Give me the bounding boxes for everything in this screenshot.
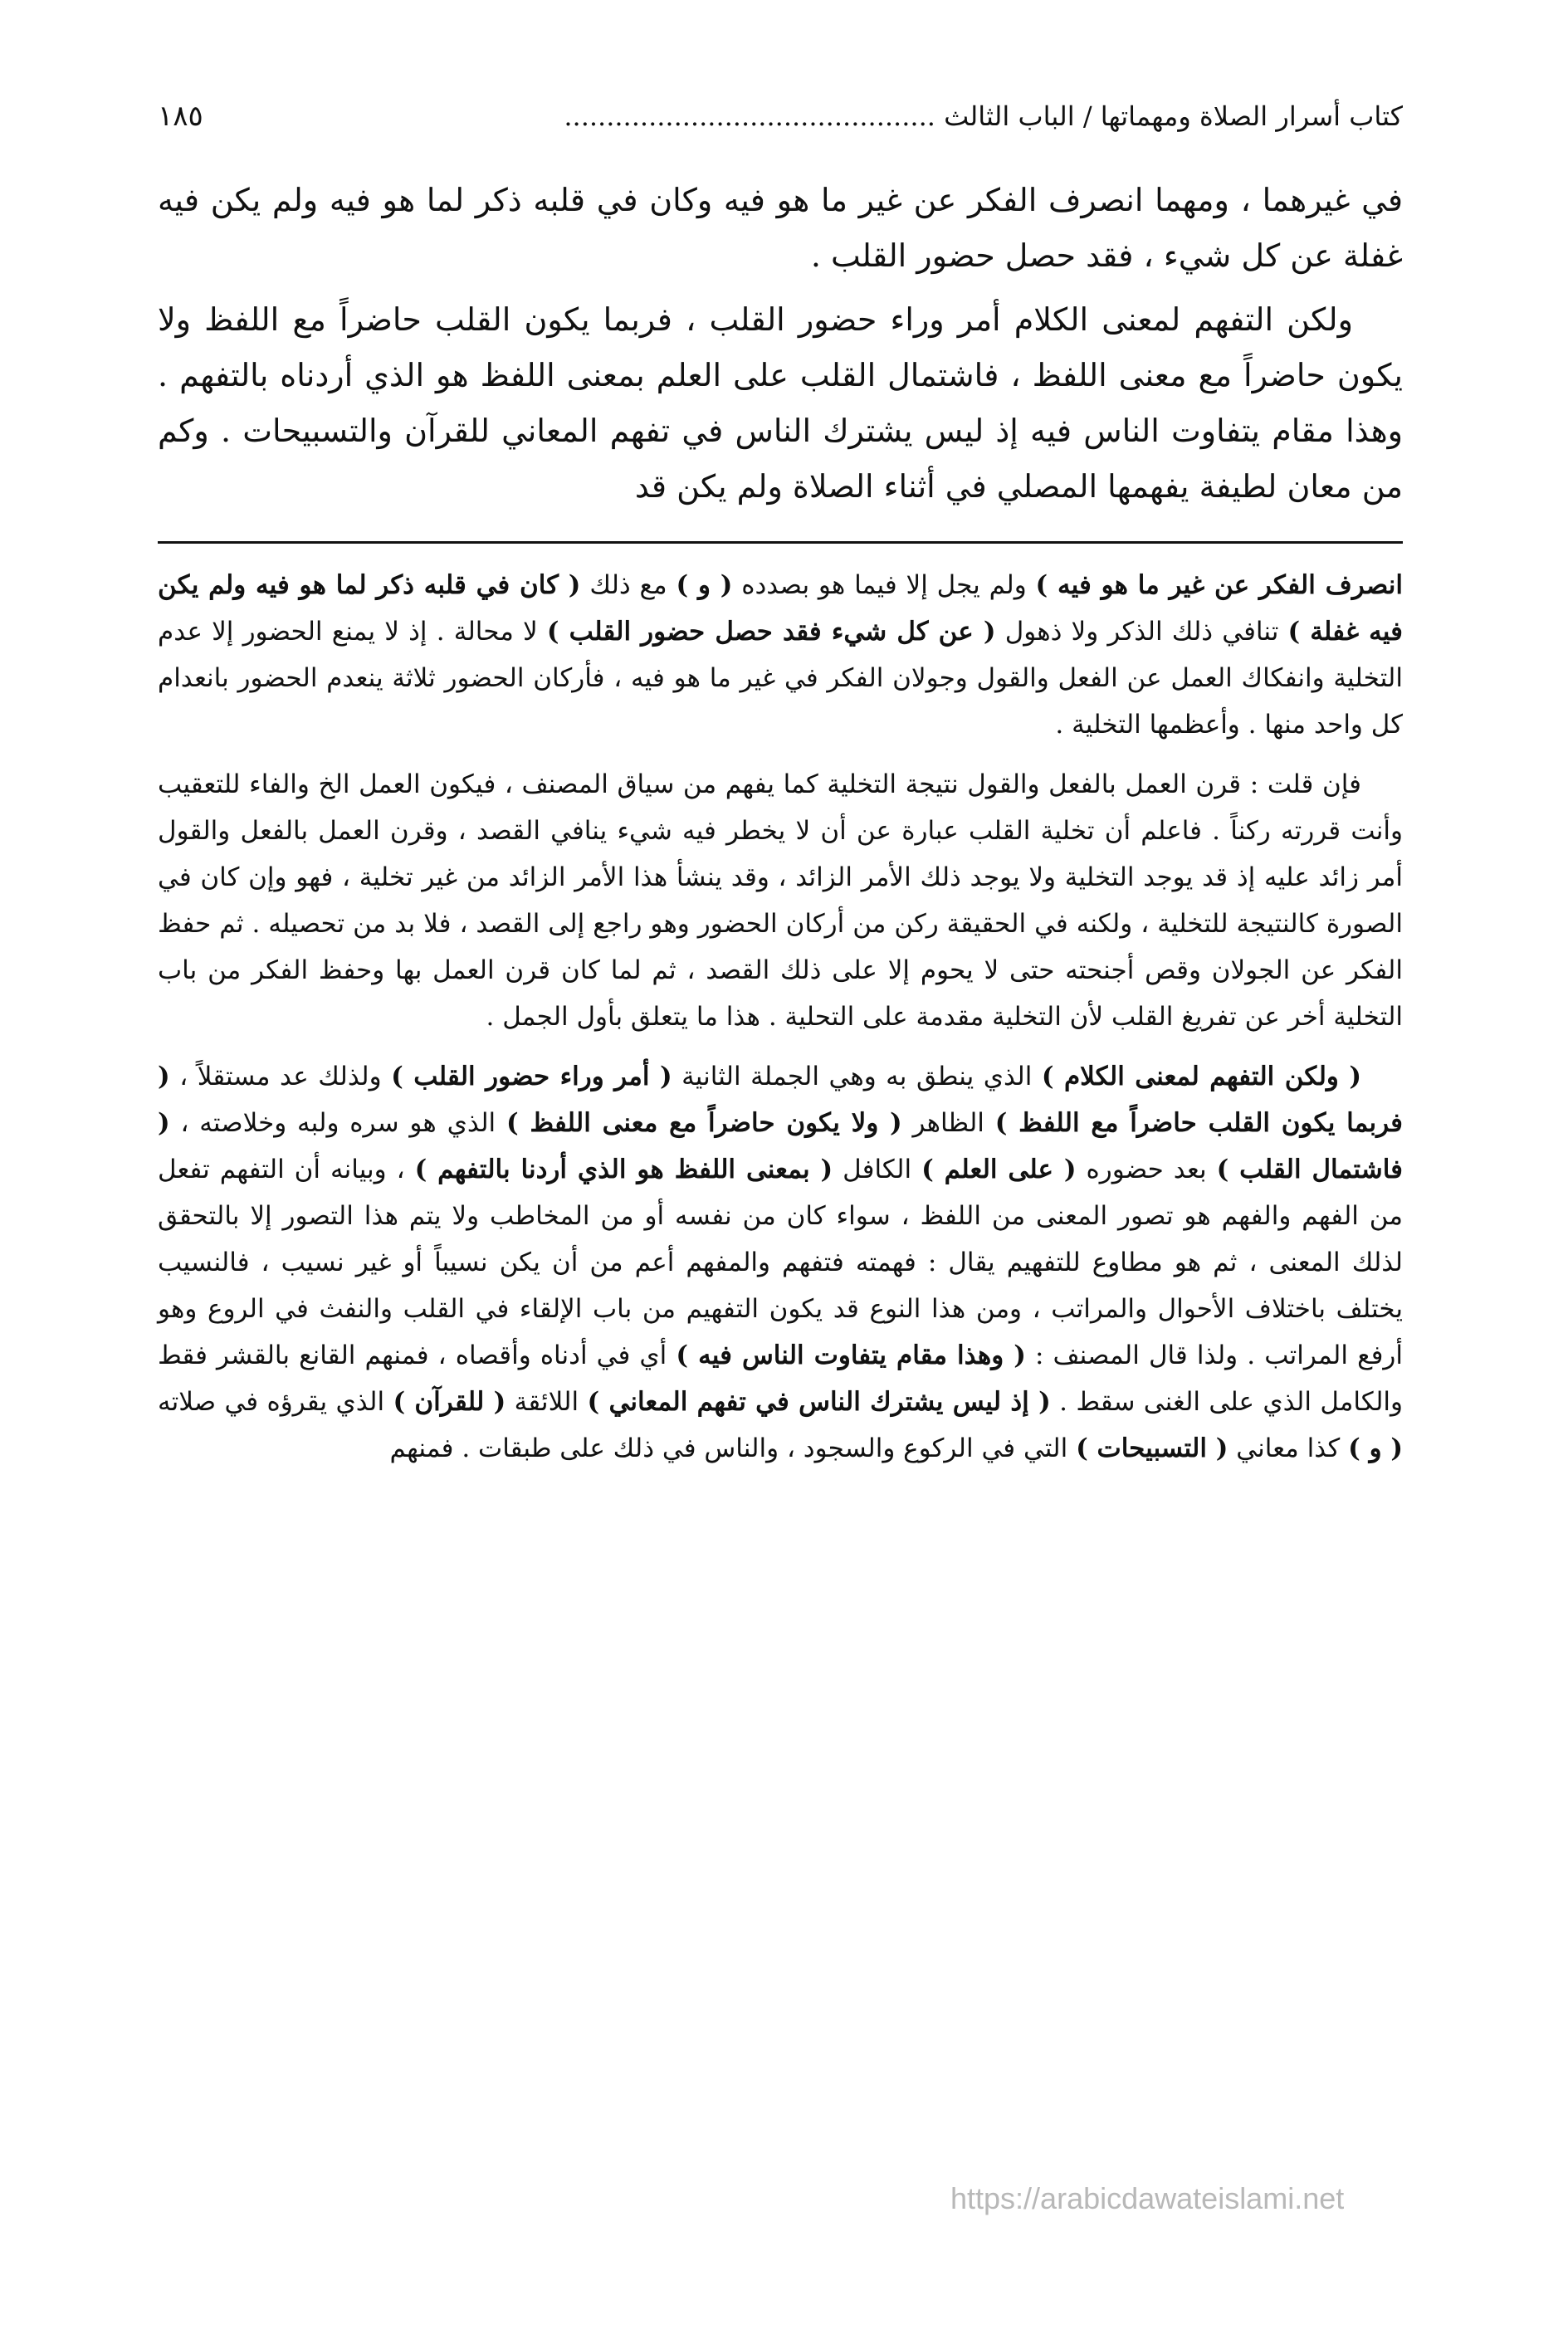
quoted-matn-text: انصرف الفكر عن غير ما هو فيه ) bbox=[1035, 570, 1404, 600]
quoted-matn-text: ( و ) bbox=[1348, 1433, 1403, 1463]
quoted-matn-text: ( وهذا مقام يتفاوت الناس فيه ) bbox=[676, 1340, 1026, 1370]
quoted-matn-text: ( إذ ليس يشترك الناس في تفهم المعاني ) bbox=[587, 1387, 1051, 1417]
main-paragraph-1: في غيرهما ، ومهما انصرف الفكر عن غير ما هو فيه وكان في قلبه ذكر لما هو فيه ولم يكن فيه غفلة عن كل شيء ، فقد حصل حضور القلب . bbox=[158, 182, 1403, 274]
commentary-text: الكافل bbox=[833, 1155, 922, 1184]
commentary-paragraph-1 bbox=[158, 562, 1403, 748]
commentary-text: ولذلك عد مستقلاً ، bbox=[169, 1062, 392, 1091]
separator-rule bbox=[158, 541, 1403, 544]
quoted-matn-text: ( كان في قلبه ذكر لما هو فيه ولم يكن فيه غفلة ) bbox=[158, 570, 1403, 647]
running-title: كتاب أسرار الصلاة ومهماتها / الباب الثالث ............................................ bbox=[564, 100, 1403, 132]
quoted-matn-text: ( أمر وراء حضور القلب ) bbox=[391, 1062, 672, 1091]
commentary-text: الذي ينطق به وهي الجملة الثانية bbox=[672, 1062, 1042, 1091]
commentary-text: بعد حضوره bbox=[1076, 1155, 1217, 1184]
watermark-url: https://arabicdawateislami.net bbox=[950, 2181, 1345, 2215]
quoted-matn-text: ( التسبيحات ) bbox=[1076, 1433, 1229, 1463]
commentary-text: ولم يجل إلا فيما هو بصدده bbox=[732, 570, 1036, 600]
quoted-matn-text: ( بمعنى اللفظ هو الذي أردنا بالتفهم ) bbox=[414, 1155, 833, 1184]
quoted-matn-text: ( فاشتمال القلب ) bbox=[158, 1108, 1403, 1184]
page-header bbox=[158, 100, 1403, 158]
main-paragraph-2: ولكن التفهم لمعنى الكلام أمر وراء حضور القلب ، فربما يكون القلب حاضراً مع اللفظ ولا يكون حاضراً مع معنى اللفظ ، فاشتمال القلب على العلم بمعنى اللفظ هو الذي أردناه بالتفهم . وهذا مقام يتفاوت الناس فيه إذ ليس يشترك الناس في تفهم المعاني للقرآن والتسبيحات . وكم من معان لطيفة يفهمها المصلي في أثناء الصلاة ولم يكن قد bbox=[158, 301, 1403, 505]
commentary-text: مع ذلك bbox=[580, 570, 677, 600]
quoted-matn-text: ( فربما يكون القلب حاضراً مع اللفظ ) bbox=[158, 1062, 1403, 1138]
commentary-text: كذا معاني bbox=[1228, 1433, 1349, 1463]
commentary-text: أي في أدناه وأقصاه ، فمنهم القانع بالقشر فقط والكامل الذي على الغنى سقط . bbox=[158, 1340, 1403, 1417]
quoted-matn-text: ( على العلم ) bbox=[921, 1155, 1077, 1184]
book-page bbox=[158, 100, 1403, 1485]
commentary bbox=[158, 562, 1403, 1472]
commentary-text: لا محالة . إذ لا يمنع الحضور إلا عدم التخلية وانفكاك العمل عن الفعل والقول وجولان الفكر في غير ما هو فيه ، فأركان الحضور ثلاثة ينعدم الحضور بانعدام كل واحد منها . وأعظمها التخلية . bbox=[158, 617, 1403, 740]
quoted-matn-text: ( للقرآن ) bbox=[393, 1387, 506, 1417]
commentary-paragraph-2: فإن قلت : قرن العمل بالفعل والقول نتيجة التخلية كما يفهم من سياق المصنف ، فيكون العمل الخ والفاء للتعقيب وأنت قررته ركناً . فاعلم أن تخلية القلب عبارة عن أن لا يخطر فيه شيء ينافي القصد ، وقرن العمل بالفعل والقول أمر زائد عليه إذ قد يوجد التخلية ولا يوجد ذلك الأمر الزائد ، وقد ينشأ هذا الأمر الزائد من غير تخلية ، فهو وإن كان في الصورة كالنتيجة للتخلية ، ولكنه في الحقيقة ركن من أركان الحضور وهو راجع إلى القصد ، فلا بد من تحصيله . ثم حفظ الفكر عن الجولان وقص أجنحته حتى لا يحوم إلا على ذلك القصد ، ثم لما كان قرن العمل بها وحفظ الفكر من باب التخلية أخر عن تفريغ القلب لأن التخلية مقدمة على التحلية . هذا ما يتعلق بأول الجمل . bbox=[158, 769, 1403, 1032]
commentary-text: اللائقة bbox=[506, 1387, 588, 1417]
commentary-text: الذي هو سره ولبه وخلاصته ، bbox=[169, 1108, 506, 1138]
main-text bbox=[158, 173, 1403, 515]
page-number: ١٨٥ bbox=[158, 100, 203, 133]
quoted-matn-text: ( عن كل شيء فقد حصل حضور القلب ) bbox=[546, 617, 996, 647]
quoted-matn-text: ( ولا يكون حاضراً مع معنى اللفظ ) bbox=[506, 1108, 902, 1138]
quoted-matn-text: ( ولكن التفهم لمعنى الكلام ) bbox=[1041, 1062, 1361, 1091]
commentary-paragraph-3 bbox=[158, 1053, 1403, 1472]
commentary-text: التي في الركوع والسجود ، والناس في ذلك على طبقات . فمنهم bbox=[389, 1433, 1077, 1463]
commentary-text: ، وبيانه أن التفهم تفعل من الفهم والفهم هو تصور المعنى من اللفظ ، سواء كان من نفسه أو من المخاطب ولا يتم هذا التصور إلا بالتحقق لذلك المعنى ، ثم هو مطاوع للتفهيم يقال : فهمته فتفهم والمفهم أعم من أن يكن نسيباً أو غير نسيب ، فالنسيب يختلف باختلاف الأحوال والمراتب ، ومن هذا النوع قد يكون التفهيم من باب الإلقاء في القلب والنفث في الروع وهو أرفع المراتب . ولذا قال المصنف : bbox=[158, 1155, 1403, 1370]
commentary-text: الذي يقرؤه في صلاته bbox=[158, 1387, 393, 1417]
commentary-text: تنافي ذلك الذكر ولا ذهول bbox=[995, 617, 1288, 647]
commentary-text: الظاهر bbox=[901, 1108, 995, 1138]
quoted-matn-text: ( و ) bbox=[676, 570, 733, 600]
